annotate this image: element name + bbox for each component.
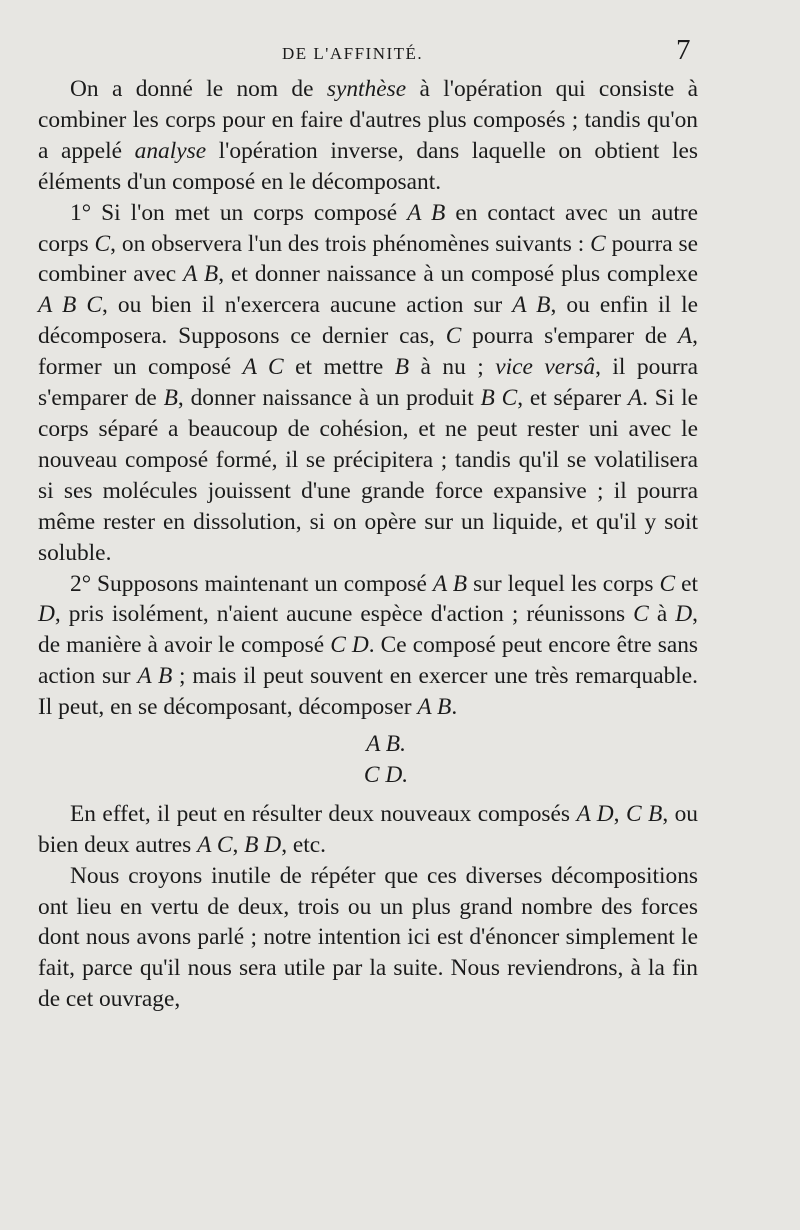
text-segment: en contact avec un autre corps — [38, 199, 699, 257]
italic-term: B C — [480, 385, 518, 412]
formula-line-1: A B. — [366, 731, 406, 758]
page-number: 7 — [676, 34, 691, 66]
text-segment: , donner naissance à un produit — [177, 385, 481, 412]
italic-term: B — [163, 385, 178, 412]
text-segment: . Si le corps séparé a beaucoup de cohésion, et ne peut rester uni avec le nouveau composé formé, il se précipitera ; tandis qu'il se volatilisera si ses molécules jouissent d'une grande force expansive ; il pourra même rester en dissolution, si on opère sur un liquide, et qu'il y soit soluble. — [38, 385, 698, 566]
page-header — [0, 34, 800, 74]
text-segment: et mettre — [283, 354, 395, 381]
text-segment: ; mais il peut souvent en exercer une très remarquable. Il peut, en se décomposant, décomposer — [38, 663, 698, 721]
paragraph-2 — [38, 198, 698, 569]
italic-term: A B — [417, 694, 452, 721]
italic-term: C — [659, 570, 676, 597]
text-segment: , et donner naissance à un composé plus complexe — [218, 261, 698, 288]
text-segment: 2° Supposons maintenant un composé — [70, 570, 433, 597]
italic-term: C — [590, 230, 606, 257]
formula-block — [38, 723, 698, 799]
italic-term: B D — [244, 831, 282, 858]
text-segment: , de manière à avoir le composé — [38, 601, 698, 659]
formula-line-2: C D. — [363, 761, 409, 788]
paragraph-5 — [38, 861, 698, 1016]
italic-term: A D — [576, 800, 614, 827]
italic-term: vice versâ — [495, 354, 596, 381]
text-segment: , — [613, 800, 626, 827]
text-segment: . — [451, 694, 458, 721]
text-segment: à l'opération qui consiste à combiner les corps pour en faire d'autres plus composés ; tandis qu'on a appelé — [38, 76, 699, 164]
text-segment: , former un composé — [38, 323, 699, 381]
text-segment: On a donné le nom de — [70, 76, 327, 102]
italic-term: A C — [242, 354, 284, 381]
text-segment: , ou enfin il le décomposera. Supposons ce dernier cas, — [38, 292, 698, 350]
italic-term: A B C — [38, 292, 102, 319]
text-segment: , — [232, 831, 245, 858]
text-segment: Nous croyons inutile de répéter que ces diverses décompositions ont lieu en vertu de deux, trois ou un plus grand nombre des forces dont nous avons parlé ; notre intention ici est d'énoncer simplement le fait, parce qu'il nous sera utile par la suite. Nous reviendrons, à la fin de cet ouvrage, — [38, 862, 698, 1013]
text-segment: , etc. — [281, 831, 327, 858]
italic-term: A B — [432, 570, 468, 597]
text-segment: l'opération inverse, dans laquelle on obtient les éléments d'un composé en le décomposant. — [38, 137, 698, 195]
text-segment: , ou bien deux autres — [38, 800, 699, 858]
body-text — [38, 74, 698, 1015]
italic-term: C — [445, 323, 462, 350]
italic-term: A B — [407, 199, 446, 226]
italic-term: A — [627, 385, 643, 412]
running-head: DE L'AFFINITÉ. — [282, 44, 424, 63]
italic-term: C — [94, 230, 111, 257]
italic-term: synthèse — [326, 76, 407, 102]
text-segment: , et séparer — [517, 385, 628, 412]
text-segment: à — [648, 601, 676, 628]
italic-term: A B — [137, 663, 173, 690]
paragraph-4 — [38, 799, 698, 861]
italic-term: A — [677, 323, 693, 350]
italic-term: D — [38, 601, 55, 628]
text-segment: et — [675, 570, 698, 597]
text-segment: 1° Si l'on met un corps composé — [70, 199, 408, 226]
italic-term: A B — [183, 261, 219, 288]
text-segment: En effet, il peut en résulter deux nouveaux composés — [70, 800, 577, 827]
italic-term: C — [633, 601, 649, 628]
text-segment: , pris isolément, n'aient aucune espèce d'action ; réunissons — [54, 601, 634, 628]
text-segment: , il pourra s'emparer de — [38, 354, 698, 412]
text-segment: pourra s'emparer de — [461, 323, 678, 350]
paragraph-1 — [38, 74, 698, 198]
text-segment: à nu ; — [409, 354, 496, 381]
italic-term: A C — [197, 831, 233, 858]
text-segment: sur lequel les corps — [467, 570, 660, 597]
text-segment: pourra se combiner avec — [38, 230, 698, 288]
italic-term: A B — [512, 292, 551, 319]
italic-term: C D — [330, 632, 369, 659]
italic-term: D — [675, 601, 693, 628]
text-segment: , ou bien il n'exercera aucune action sur — [101, 292, 513, 319]
text-segment: . Ce composé peut encore être sans action sur — [38, 632, 699, 690]
paragraph-3 — [38, 569, 698, 724]
italic-term: C B — [625, 800, 663, 827]
text-segment: , on observera l'un des trois phénomènes suivants : — [110, 230, 591, 257]
italic-term: analyse — [134, 137, 207, 164]
italic-term: B — [394, 354, 410, 381]
